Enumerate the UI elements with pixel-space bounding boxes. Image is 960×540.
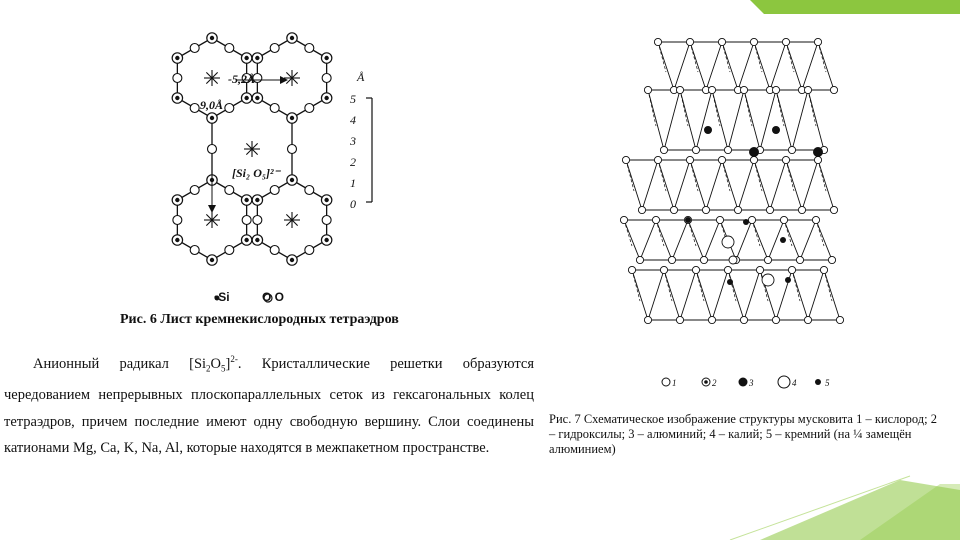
oxygen-atom (654, 156, 661, 163)
hidden-edge (648, 90, 656, 126)
legend-number: 5 (825, 378, 830, 388)
tetra-edge (690, 42, 706, 90)
tetra-edge (680, 90, 696, 150)
scale-tick: 2 (350, 155, 356, 169)
body-paragraph (4, 346, 534, 462)
tetra-edge (722, 42, 738, 90)
silicon-core (210, 116, 214, 120)
legend-number: 2 (712, 378, 717, 388)
tetra-edge (818, 160, 834, 210)
oxygen-atom (676, 316, 683, 323)
oxygen-atom (782, 38, 789, 45)
oxygen-node (190, 246, 199, 255)
oxygen-atom (724, 266, 731, 273)
tetra-edge (754, 160, 770, 210)
silicon-core (175, 96, 179, 100)
hidden-edge (712, 90, 720, 126)
oxygen-atom (766, 206, 773, 213)
tetra-edge (648, 90, 664, 150)
oxygen-atom (718, 38, 725, 45)
oxygen-atom (804, 316, 811, 323)
silicon-core (210, 36, 214, 40)
oxygen-atom (670, 206, 677, 213)
silicon-core (255, 198, 259, 202)
silicon-core (255, 96, 259, 100)
silicon-core (175, 56, 179, 60)
oxygen-atom (750, 156, 757, 163)
decorative-bottom-accent (700, 470, 960, 540)
tetra-edge (672, 220, 688, 260)
tetra-edge (658, 42, 674, 90)
oxygen-atom (700, 256, 707, 263)
oxygen-atom (660, 146, 667, 153)
oxygen-atom (788, 146, 795, 153)
oxygen-atom (622, 156, 629, 163)
oxygen-atom (804, 86, 811, 93)
silicon-core (290, 116, 294, 120)
cation-atom (727, 279, 733, 285)
tetra-edge (738, 42, 754, 90)
tetra-edge (736, 220, 752, 260)
text-segment: . Кристаллические решетки образуются чередованием непрерывных плоскопараллельных сеток из гексагональных колец тетраэдров, причем последние имеют одну свободную вершину. Слои соединены катионами Mg, Ca, K, Na, Al, которые находятся в межпакетном пространстве. (4, 355, 534, 457)
silicon-core (244, 198, 248, 202)
silicon-core (290, 36, 294, 40)
oxygen-node (305, 246, 314, 255)
hidden-edge (776, 90, 784, 126)
oxygen-atom (780, 216, 787, 223)
oxygen-atom (772, 86, 779, 93)
tetra-edge (808, 270, 824, 320)
oxygen-node (190, 44, 199, 53)
cation-atom (780, 237, 786, 243)
tetra-edge (658, 160, 674, 210)
silicon-core (324, 238, 328, 242)
tetra-edge (802, 42, 818, 90)
tetra-edge (626, 160, 642, 210)
oxygen-node (270, 44, 279, 53)
tetra-edge (776, 90, 792, 150)
tetra-edge (712, 90, 728, 150)
oxygen-node (173, 216, 182, 225)
oxygen-atom (628, 266, 635, 273)
oxygen-node (305, 44, 314, 53)
oxygen-atom (750, 38, 757, 45)
oxygen-node (270, 104, 279, 113)
oxygen-atom (702, 206, 709, 213)
scale-tick: 5 (350, 92, 356, 106)
tetra-edge (706, 42, 722, 90)
oxygen-atom (638, 206, 645, 213)
hidden-edge (808, 90, 816, 126)
tetra-edge (786, 160, 802, 210)
silicon-core (324, 56, 328, 60)
tetra-edge (664, 90, 680, 150)
text-segment: ] (225, 355, 231, 372)
tetra-edge (642, 160, 658, 210)
silicon-core (175, 238, 179, 242)
tetra-edge (770, 160, 786, 210)
legend-number: 4 (792, 378, 797, 388)
tetra-edge (728, 270, 744, 320)
scale-tick: 4 (350, 113, 356, 127)
oxygen-atom (740, 316, 747, 323)
oxygen-node (225, 186, 234, 195)
oxygen-node (322, 74, 331, 83)
oxygen-atom (756, 266, 763, 273)
oxygen-node (190, 104, 199, 113)
oxygen-atom (820, 266, 827, 273)
figure-caption-right: Рис. 7 Схематическое изображение структуры мусковита 1 – кислород; 2 – гидроксилы; 3 – алюминий; 4 – калий; 5 – кремний (на ¼ замещён алюминием) (549, 412, 937, 456)
tetra-edge (744, 270, 760, 320)
oxygen-atom (796, 256, 803, 263)
oxygen-atom (814, 156, 821, 163)
tetra-edge (690, 160, 706, 210)
potassium-atom (729, 256, 737, 264)
silicon-core (244, 238, 248, 242)
oxygen-atom (654, 38, 661, 45)
oxygen-atom (830, 86, 837, 93)
potassium-atom (762, 274, 774, 286)
tetra-edge (824, 270, 840, 320)
oxygen-atom (692, 266, 699, 273)
decorative-top-accent (750, 0, 960, 14)
tetra-edge (688, 220, 704, 260)
oxygen-atom (676, 86, 683, 93)
cation-atom (772, 126, 780, 134)
cation-atom (785, 277, 791, 283)
oxygen-atom (830, 206, 837, 213)
tetra-edge (674, 160, 690, 210)
tetra-edge (674, 42, 690, 90)
oxygen-node (190, 186, 199, 195)
oxygen-atom (748, 216, 755, 223)
tetra-edge (760, 90, 776, 150)
oxygen-atom (740, 86, 747, 93)
silicon-core (255, 56, 259, 60)
tetra-edge (722, 160, 738, 210)
oxygen-atom (652, 216, 659, 223)
scale-tick: 3 (350, 134, 356, 148)
silicon-core (324, 96, 328, 100)
oxygen-node (225, 104, 234, 113)
tetra-edge (818, 42, 834, 90)
oxygen-atom (828, 256, 835, 263)
oxygen-node (225, 44, 234, 53)
muscovite-structure-diagram (618, 30, 866, 410)
tetra-edge (786, 42, 802, 90)
oxygen-atom (814, 38, 821, 45)
silicon-core (324, 198, 328, 202)
text-subscript: 5 (221, 363, 226, 374)
text-segment: Анионный радикал [Si (33, 355, 207, 372)
tetra-edge (738, 160, 754, 210)
oxygen-node (253, 216, 262, 225)
scale-tick: 0 (350, 197, 356, 211)
oxygen-atom (798, 206, 805, 213)
tetra-edge (752, 220, 768, 260)
tetra-edge (640, 220, 656, 260)
tetra-edge (656, 220, 672, 260)
scale-tick: 1 (350, 176, 356, 190)
oxygen-node (288, 145, 297, 154)
legend-silicon: •Si (214, 290, 230, 304)
tetra-edge (664, 270, 680, 320)
silicon-core (244, 56, 248, 60)
oxygen-atom (734, 206, 741, 213)
tetra-edge (680, 270, 696, 320)
hidden-edge (744, 90, 752, 126)
oxygen-atom (812, 216, 819, 223)
oxygen-atom (708, 86, 715, 93)
oxygen-atom (692, 146, 699, 153)
distance-label-top: -5,2Å (228, 72, 255, 86)
tetra-edge (704, 220, 720, 260)
tetra-edge (754, 42, 770, 90)
angstrom-label: Å (357, 70, 365, 84)
tetra-edge (696, 90, 712, 150)
silicon-core (175, 198, 179, 202)
oxygen-node (305, 186, 314, 195)
tetra-edge (792, 270, 808, 320)
cation-atom (749, 147, 759, 157)
tetra-edge (632, 270, 648, 320)
tetra-edge (728, 90, 744, 150)
figure-caption-left: Рис. 6 Лист кремнекислородных тетраэдров (120, 312, 399, 327)
legend-oxygen: O O (262, 290, 285, 304)
tetra-edge (770, 42, 786, 90)
oxygen-node (322, 216, 331, 225)
oxygen-node (270, 246, 279, 255)
tetra-edge (744, 90, 760, 150)
silicon-core (290, 258, 294, 262)
oxygen-node (270, 186, 279, 195)
oxygen-atom (620, 216, 627, 223)
text-superscript: 2- (230, 354, 238, 364)
tetra-edge (792, 90, 808, 150)
oxygen-atom (788, 266, 795, 273)
oxygen-atom (644, 86, 651, 93)
oxygen-atom (718, 156, 725, 163)
cation-atom (743, 219, 749, 225)
text-subscript: 2 (206, 363, 211, 374)
oxygen-node (225, 246, 234, 255)
cation-atom (813, 147, 823, 157)
oxygen-atom (836, 316, 843, 323)
tetra-edge (624, 220, 640, 260)
tetra-edge (648, 270, 664, 320)
tetra-edge (712, 270, 728, 320)
oxygen-atom (716, 216, 723, 223)
oxygen-atom (782, 156, 789, 163)
tetra-edge (808, 90, 824, 150)
cation-atom (704, 126, 712, 134)
oxygen-node (208, 145, 217, 154)
tetra-edge (706, 160, 722, 210)
potassium-atom (722, 236, 734, 248)
oxygen-atom (660, 266, 667, 273)
oxygen-node (242, 216, 251, 225)
tetra-edge (784, 220, 800, 260)
oxygen-node (305, 104, 314, 113)
oxygen-atom (772, 316, 779, 323)
oxygen-atom (668, 256, 675, 263)
text-segment: O (210, 355, 222, 372)
tetra-edge (816, 220, 832, 260)
oxygen-atom (644, 316, 651, 323)
silicon-core (255, 238, 259, 242)
legend-number: 1 (672, 378, 677, 388)
oxygen-atom (686, 156, 693, 163)
distance-label-bottom: 9,0Å (200, 98, 224, 112)
silicon-core (210, 258, 214, 262)
oxygen-atom (764, 256, 771, 263)
hidden-edge (680, 90, 688, 126)
oxygen-atom (686, 38, 693, 45)
formula-label: [Si₂ O₅]²⁻ (232, 166, 280, 180)
silicon-core (244, 96, 248, 100)
decorative-side-strip (938, 14, 960, 484)
silicate-sheet-diagram (150, 10, 410, 310)
legend-number: 3 (749, 378, 754, 388)
oxygen-node (173, 74, 182, 83)
silicon-core (290, 178, 294, 182)
oxygen-atom (724, 146, 731, 153)
oxygen-atom (708, 316, 715, 323)
tetra-edge (696, 270, 712, 320)
oxygen-atom (636, 256, 643, 263)
tetra-edge (802, 160, 818, 210)
tetra-edge (800, 220, 816, 260)
cation-atom (685, 217, 691, 223)
